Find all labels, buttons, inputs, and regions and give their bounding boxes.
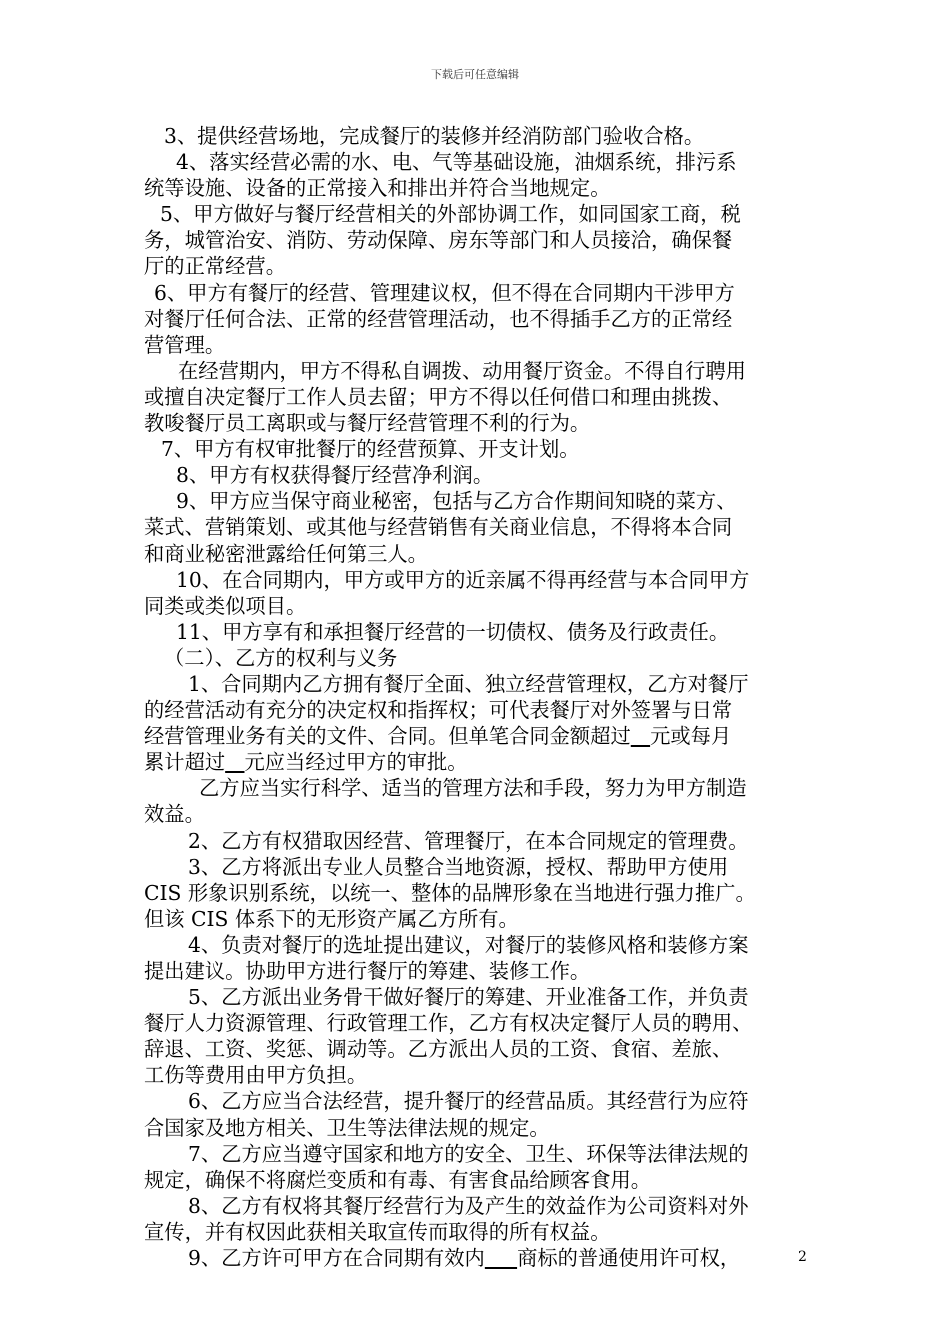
paragraph-line: 合国家及地方相关、卫生等法律法规的规定。 (144, 1115, 550, 1140)
paragraph-line: 4、负责对餐厅的选址提出建议，对餐厅的装修风格和装修方案 (188, 932, 749, 957)
paragraph-line: 规定，确保不将腐烂变质和有毒、有害食品给顾客食用。 (144, 1167, 652, 1192)
paragraph-line: 菜式、营销策划、或其他与经营销售有关商业信息，不得将本合同 (144, 515, 733, 540)
paragraph-line (144, 1245, 814, 1271)
page-header: 下载后可任意编辑 (431, 68, 519, 81)
paragraph-line: 提出建议。协助甲方进行餐厅的筹建、装修工作。 (144, 959, 591, 983)
paragraph-line: 4、落实经营必需的水、电、气等基础设施，油烟系统，排污系 (176, 150, 737, 175)
paragraph-line (144, 749, 814, 775)
paragraph-line: 但该 CIS 体系下的无形资产属乙方所有。 (144, 906, 519, 931)
paragraph-line: 效益。 (144, 802, 205, 827)
paragraph-line: CIS 形象识别系统，以统一、整体的品牌形象在当地进行强力推广。 (144, 880, 756, 905)
paragraph-line: 9、甲方应当保守商业秘密，包括与乙方合作期间知晓的菜方、 (176, 489, 737, 514)
paragraph-line: 2、乙方有权猎取因经营、管理餐厅，在本合同规定的管理费。 (188, 828, 749, 853)
paragraph-line: 工伤等费用由甲方负担。 (144, 1063, 368, 1088)
line-text: 经营管理业务有关的文件、合同。但单笔合同金额超过 (144, 724, 631, 749)
paragraph-line: 辞退、工资、奖惩、调动等。乙方派出人员的工资、食宿、差旅、 (144, 1037, 733, 1062)
line-text: 商标的普通使用许可权， (517, 1246, 741, 1271)
paragraph-line: 厅的正常经营。 (144, 254, 286, 279)
paragraph-line: 1、合同期内乙方拥有餐厅全面、独立经营管理权，乙方对餐厅 (188, 671, 749, 696)
paragraph-line: 和商业秘密泄露给任何第三人。 (144, 541, 428, 566)
blank-field (631, 724, 650, 748)
paragraph-line: 8、甲方有权获得餐厅经营净利润。 (176, 463, 494, 488)
paragraph-line: 或擅自决定餐厅工作人员去留；甲方不得以任何借口和理由挑拨、 (144, 384, 733, 409)
paragraph-line: 对餐厅任何合法、正常的经营管理活动，也不得插手乙方的正常经 (144, 306, 733, 331)
paragraph-line: 乙方应当实行科学、适当的管理方法和手段，努力为甲方制造 (199, 776, 747, 801)
paragraph-line: 统等设施、设备的正常接入和排出并符合当地规定。 (144, 176, 611, 201)
paragraph-line: 8、乙方有权将其餐厅经营行为及产生的效益作为公司资料对外 (188, 1193, 749, 1218)
paragraph-line: 教唆餐厅员工离职或与餐厅经营管理不利的行为。 (144, 411, 591, 436)
paragraph-line: 营管理。 (144, 332, 226, 357)
paragraph-line: 宣传，并有权因此获相关取宣传而取得的所有权益。 (144, 1219, 611, 1244)
paragraph-line: 5、甲方做好与餐厅经营相关的外部协调工作，如同国家工商，税 (160, 202, 741, 227)
line-text: 9、乙方许可甲方在合同期有效内 (188, 1246, 485, 1271)
document-body (144, 123, 814, 1271)
paragraph-line: 11、甲方享有和承担餐厅经营的一切债权、债务及行政责任。 (176, 619, 730, 644)
paragraph-line: 在经营期内，甲方不得私自调拨、动用餐厅资金。不得自行聘用 (178, 358, 746, 383)
paragraph-line: 的经营活动有充分的决定权和指挥权；可代表餐厅对外签署与日常 (144, 698, 733, 723)
line-text: 累计超过 (144, 750, 226, 775)
paragraph-line: 6、乙方应当合法经营，提升餐厅的经营品质。其经营行为应符 (188, 1089, 749, 1114)
paragraph-line: 7、乙方应当遵守国家和地方的安全、卫生、环保等法律法规的 (188, 1141, 749, 1166)
paragraph-line (144, 723, 814, 749)
section-heading: （二）、乙方的权利与义务 (164, 645, 398, 670)
paragraph-line: 10、在合同期内，甲方或甲方的近亲属不得再经营与本合同甲方 (176, 567, 750, 592)
paragraph-line: 5、乙方派出业务骨干做好餐厅的筹建、开业准备工作，并负责 (188, 985, 749, 1010)
blank-field (225, 750, 244, 774)
line-text: 元或每月 (650, 724, 732, 749)
paragraph-line: 务，城管治安、消防、劳动保障、房东等部门和人员接洽，确保餐 (144, 228, 733, 253)
paragraph-line: 7、甲方有权审批餐厅的经营预算、开支计划。 (161, 437, 580, 462)
line-text: 元应当经过甲方的审批。 (244, 750, 468, 775)
paragraph-line: 餐厅人力资源管理、行政管理工作，乙方有权决定餐厅人员的聘用、 (144, 1011, 753, 1036)
blank-field (485, 1246, 517, 1270)
page-number: 2 (798, 1249, 807, 1265)
paragraph-line: 3、乙方将派出专业人员整合当地资源，授权、帮助甲方使用 (188, 854, 729, 879)
paragraph-line: 3、提供经营场地，完成餐厅的装修并经消防部门验收合格。 (164, 124, 705, 148)
paragraph-line: 6、甲方有餐厅的经营、管理建议权，但不得在合同期内干涉甲方 (154, 280, 735, 305)
paragraph-line: 同类或类似项目。 (144, 593, 307, 618)
